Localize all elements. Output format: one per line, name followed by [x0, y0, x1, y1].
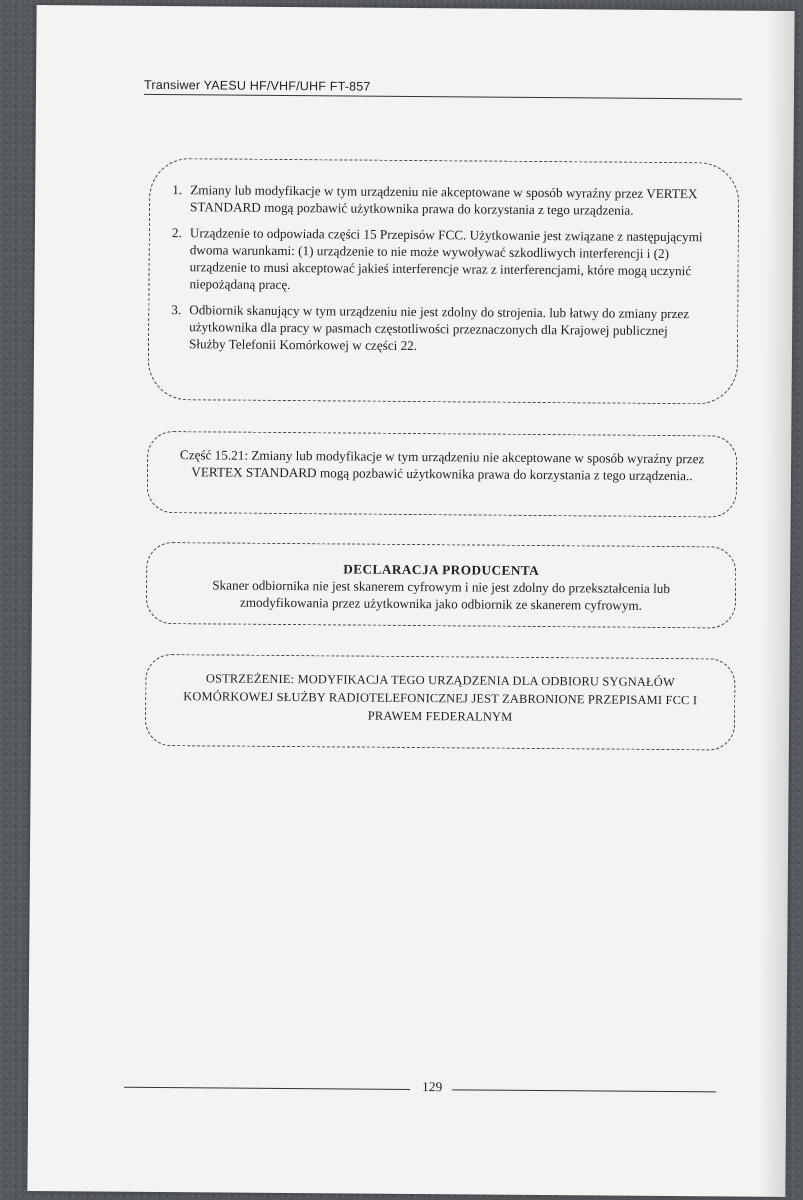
list-item-number: 3.	[171, 302, 182, 318]
list-item	[172, 181, 708, 219]
list-item-text: Zmiany lub modyfikacje w tym urządzeniu nie akceptowane w sposób wyraźny przez VERTEX STANDARD mogą pozbawić użytkownika prawa do korzystania z tego urządzenia.	[190, 182, 698, 218]
fcc-notice-list	[171, 181, 708, 365]
list-item-number: 1.	[172, 182, 183, 198]
declaration-title: DECLARACJA PRODUCENTA	[343, 561, 540, 579]
footer-rule-right	[452, 1089, 716, 1092]
page-number: 129	[422, 1079, 443, 1095]
manufacturer-declaration	[171, 559, 711, 614]
warning-box	[145, 654, 736, 751]
list-item-text: Urządzenie to odpowiada części 15 Przepisów FCC. Użytkowanie jest związane z następującymi dwoma warunkami: (1) urządzenie to nie może wywoływać szkodliwych interferencji i (2) urządzenie to musi akceptować jakieś interferencje wraz z interferencjami, które mogą uczynić niepożądaną pracę.	[189, 225, 703, 293]
warning-text: OSTRZEŻENIE: MODYFIKACJA TEGO URZĄDZENIA DLA ODBIORU SYGNAŁÓW KOMÓRKOWEJ SŁUŻBY RADIOTELEFONICZNEJ JEST ZABRONIONE PRZEPISAMI FCC I PRAWEM FEDERALNYM	[183, 671, 698, 724]
list-item	[171, 301, 707, 356]
footer-rule-left	[124, 1087, 410, 1090]
running-header: Transiwer YAESU HF/VHF/UHF FT-857	[144, 78, 742, 100]
part-15-21-box	[147, 431, 738, 518]
manual-page	[27, 5, 794, 1197]
declaration-text: Skaner odbiornika nie jest skanerem cyfrowym i nie jest zdolny do przekształcenia lub zmodyfikowania przez użytkownika jako odbiornik ze skanerem cyfrowym.	[212, 577, 671, 613]
list-item-number: 2.	[171, 225, 182, 241]
list-item	[171, 224, 708, 296]
fcc-notice-box	[148, 158, 740, 405]
part-15-21-text: Część 15.21: Zmiany lub modyfikacje w tym urządzeniu nie akceptowane w sposób wyraźny przez VERTEX STANDARD mogą pozbawić użytkownika prawa do korzystania z tego urządzenia..	[179, 447, 705, 484]
manufacturer-declaration-box	[146, 542, 737, 629]
list-item-text: Odbiornik skanujący w tym urządzeniu nie jest zdolny do strojenia. lub łatwy do zmiany przez użytkownika dla pracy w pasmach częstotliwości przeznaczonych dla Krajowej publicznej Służby Telefonii Komórkowej w części 22.	[188, 302, 690, 354]
